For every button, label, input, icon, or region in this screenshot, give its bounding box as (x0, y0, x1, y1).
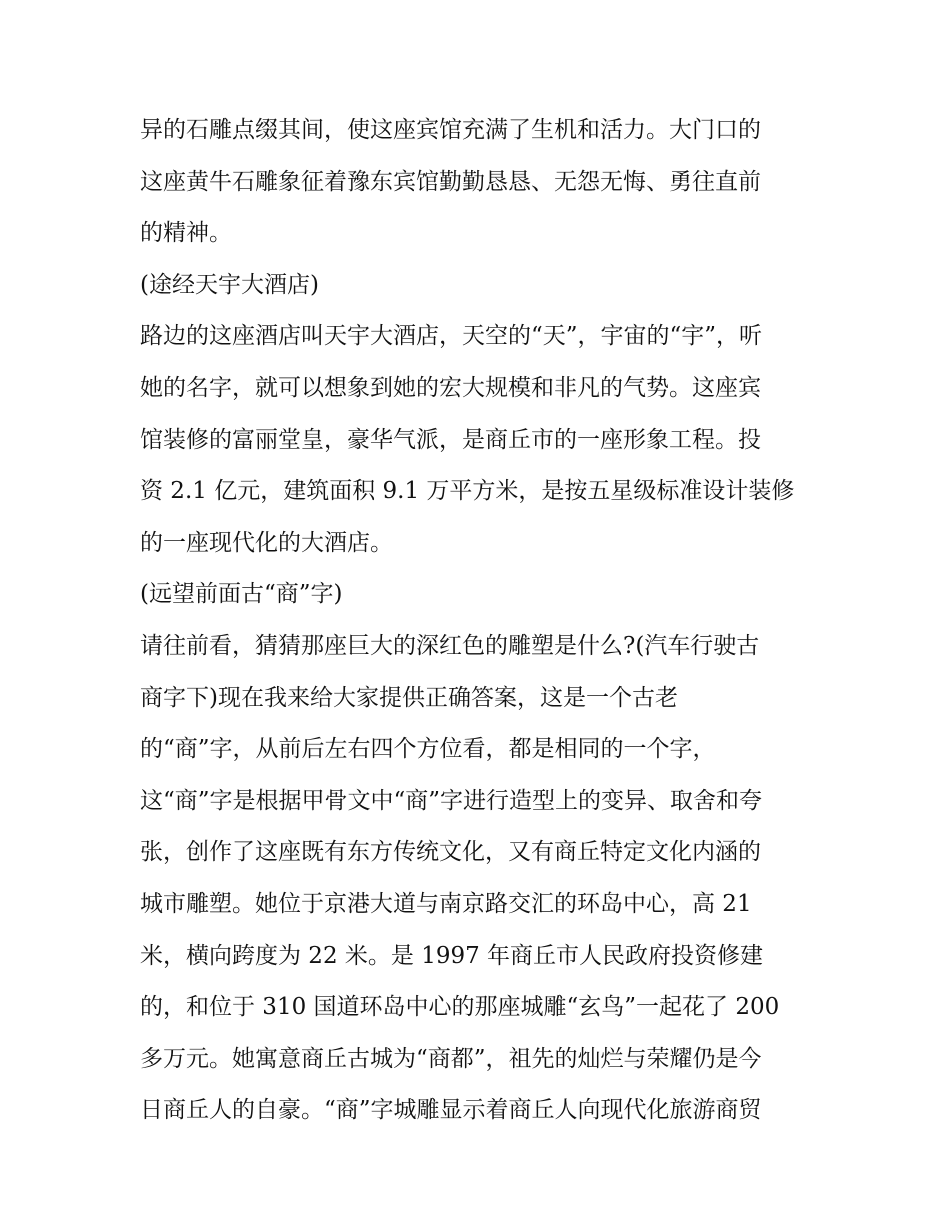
text-line: 米，横向跨度为 22 米。是 1997 年商丘市人民政府投资修建 (140, 942, 764, 969)
text-line: 异的石雕点缀其间，使这座宾馆充满了生机和活力。大门口的 (140, 117, 761, 143)
text-line: 的“商”字，从前后左右四个方位看，都是相同的一个字， (140, 736, 716, 763)
text-line: 日商丘人的自豪。“商”字城雕显示着商丘人向现代化旅游商贸 (140, 1097, 762, 1124)
section-note: (途经天宇大酒店) (140, 271, 319, 298)
text-line: 城市雕塑。她位于京港大道与南京路交汇的环岛中心，高 21 (140, 890, 752, 917)
text-line: 的，和位于 310 国道环岛中心的那座城雕“玄鸟”一起花了 200 (140, 994, 780, 1021)
text-line: 的精神。 (140, 220, 232, 247)
text-line: 请往前看，猜猜那座巨大的深红色的雕塑是什么?(汽车行驶古 (140, 632, 760, 659)
text-line: 她的名字，就可以想象到她的宏大规模和非凡的气势。这座宾 (140, 374, 761, 401)
section-note: (远望前面古“商”字) (140, 581, 343, 608)
text-line: 这座黄牛石雕象征着豫东宾馆勤勤恳恳、无怨无悔、勇往直前 (140, 168, 761, 195)
text-line: 这“商”字是根据甲骨文中“商”字进行造型上的变异、取舍和夸 (140, 787, 763, 814)
text-line: 张，创作了这座既有东方传统文化，又有商丘特定文化内涵的 (140, 839, 761, 866)
text-line: 多万元。她寓意商丘古城为“商都”，祖先的灿烂与荣耀仍是今 (140, 1045, 762, 1072)
text-line: 路边的这座酒店叫天宇大酒店，天空的“天”，宇宙的“宇”，听 (140, 323, 763, 350)
text-line: 的一座现代化的大酒店。 (140, 529, 393, 556)
text-line: 商字下)现在我来给大家提供正确答案，这是一个古老 (140, 684, 678, 711)
text-line: 馆装修的富丽堂皇，豪华气派，是商丘市的一座形象工程。投 (140, 426, 761, 453)
text-line: 资 2.1 亿元，建筑面积 9.1 万平方米，是按五星级标准设计装修 (140, 478, 795, 505)
body-text (140, 105, 840, 1137)
